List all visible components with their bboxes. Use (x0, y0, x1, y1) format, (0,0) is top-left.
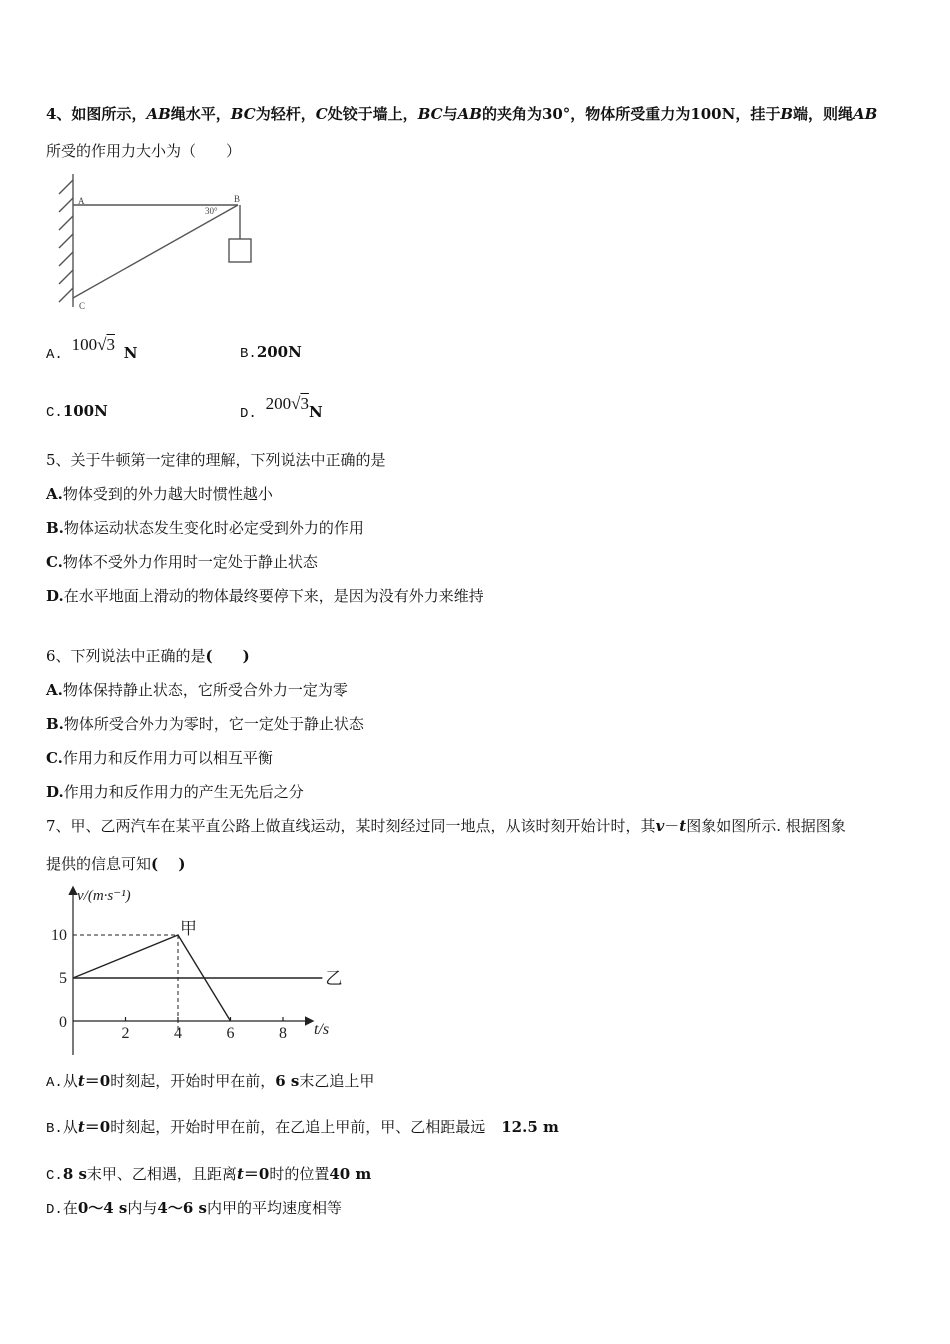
q6-option-c: C.作用力和反作用力可以相互平衡 (46, 749, 273, 767)
q7-option-b: B.从t＝0时刻起，开始时甲在前，在乙追上甲前，甲、乙相距最远 12.5 m (46, 1118, 559, 1137)
wall-hatching (59, 180, 73, 302)
hanging-block (229, 239, 251, 262)
label-angle: 30° (205, 206, 218, 216)
q6-option-a: A.物体保持静止状态，它所受合外力一定为零 (46, 681, 348, 699)
q6-option-b: B.物体所受合外力为零时，它一定处于静止状态 (46, 715, 364, 733)
q7-stem-line2: 提供的信息可知( ) (46, 855, 186, 873)
q5-option-b: B.物体运动状态发生变化时必定受到外力的作用 (46, 519, 364, 537)
label-b: B (234, 194, 241, 204)
q4-option-b: B.200N (240, 343, 302, 362)
q4-stem-line2: 所受的作用力大小为（ ） (46, 142, 242, 160)
x-tick-label-6: 6 (226, 1025, 235, 1042)
y-axis-label: v/(m·s⁻¹) (77, 888, 131, 904)
x-tick-label-4: 4 (174, 1025, 182, 1042)
series-label-yi: 乙 (325, 969, 343, 988)
vt-chart (40, 880, 343, 1055)
q5-option-c: C.物体不受外力作用时一定处于静止状态 (46, 553, 318, 571)
q7-option-a: A.从t＝0时刻起，开始时甲在前，6 s末乙追上甲 (46, 1072, 375, 1091)
q5-option-d: D.在水平地面上滑动的物体最终要停下来，是因为没有外力来维持 (46, 587, 484, 605)
q5-stem: 5、关于牛顿第一定律的理解，下列说法中正确的是 (46, 451, 386, 469)
x-tick-label-2: 2 (121, 1025, 130, 1042)
series-label-jia: 甲 (180, 919, 197, 938)
label-a: A (78, 196, 85, 206)
y-tick-label-5: 5 (59, 970, 67, 987)
q7-stem-line1: 7、甲、乙两汽车在某平直公路上做直线运动，某时刻经过同一地点，从该时刻开始计时，其v－t图象如图所示. 根据图象 (46, 817, 846, 835)
q4-figure (54, 170, 254, 320)
q7-option-d: D.在0～4 s内与4～6 s内甲的平均速度相等 (46, 1199, 342, 1218)
q6-stem: 6、下列说法中正确的是( ) (46, 647, 250, 665)
q6-option-d: D.作用力和反作用力的产生无先后之分 (46, 783, 304, 801)
y-tick-label-10: 10 (51, 927, 67, 944)
q7-option-c: C.8 s末甲、乙相遇，且距离t＝0时的位置40 m (46, 1165, 372, 1184)
q4-option-a: A. 100√3 N (46, 335, 138, 363)
x-axis-label: t/s (314, 1021, 330, 1038)
y-tick-label-0: 0 (59, 1014, 67, 1031)
q5-option-a: A.物体受到的外力越大时惯性越小 (46, 485, 273, 503)
q4-option-d: D. 200√3N (240, 394, 323, 422)
x-tick-label-8: 8 (279, 1025, 287, 1042)
q4-stem-line1: 4、如图所示，AB绳水平，BC为轻杆，C处铰于墙上，BC与AB的夹角为30°，物体所受重力为100N，挂于B端，则绳AB (46, 105, 878, 123)
rod-bc (73, 205, 238, 298)
q4-option-c: C.100N (46, 402, 108, 421)
label-c: C (79, 301, 86, 311)
